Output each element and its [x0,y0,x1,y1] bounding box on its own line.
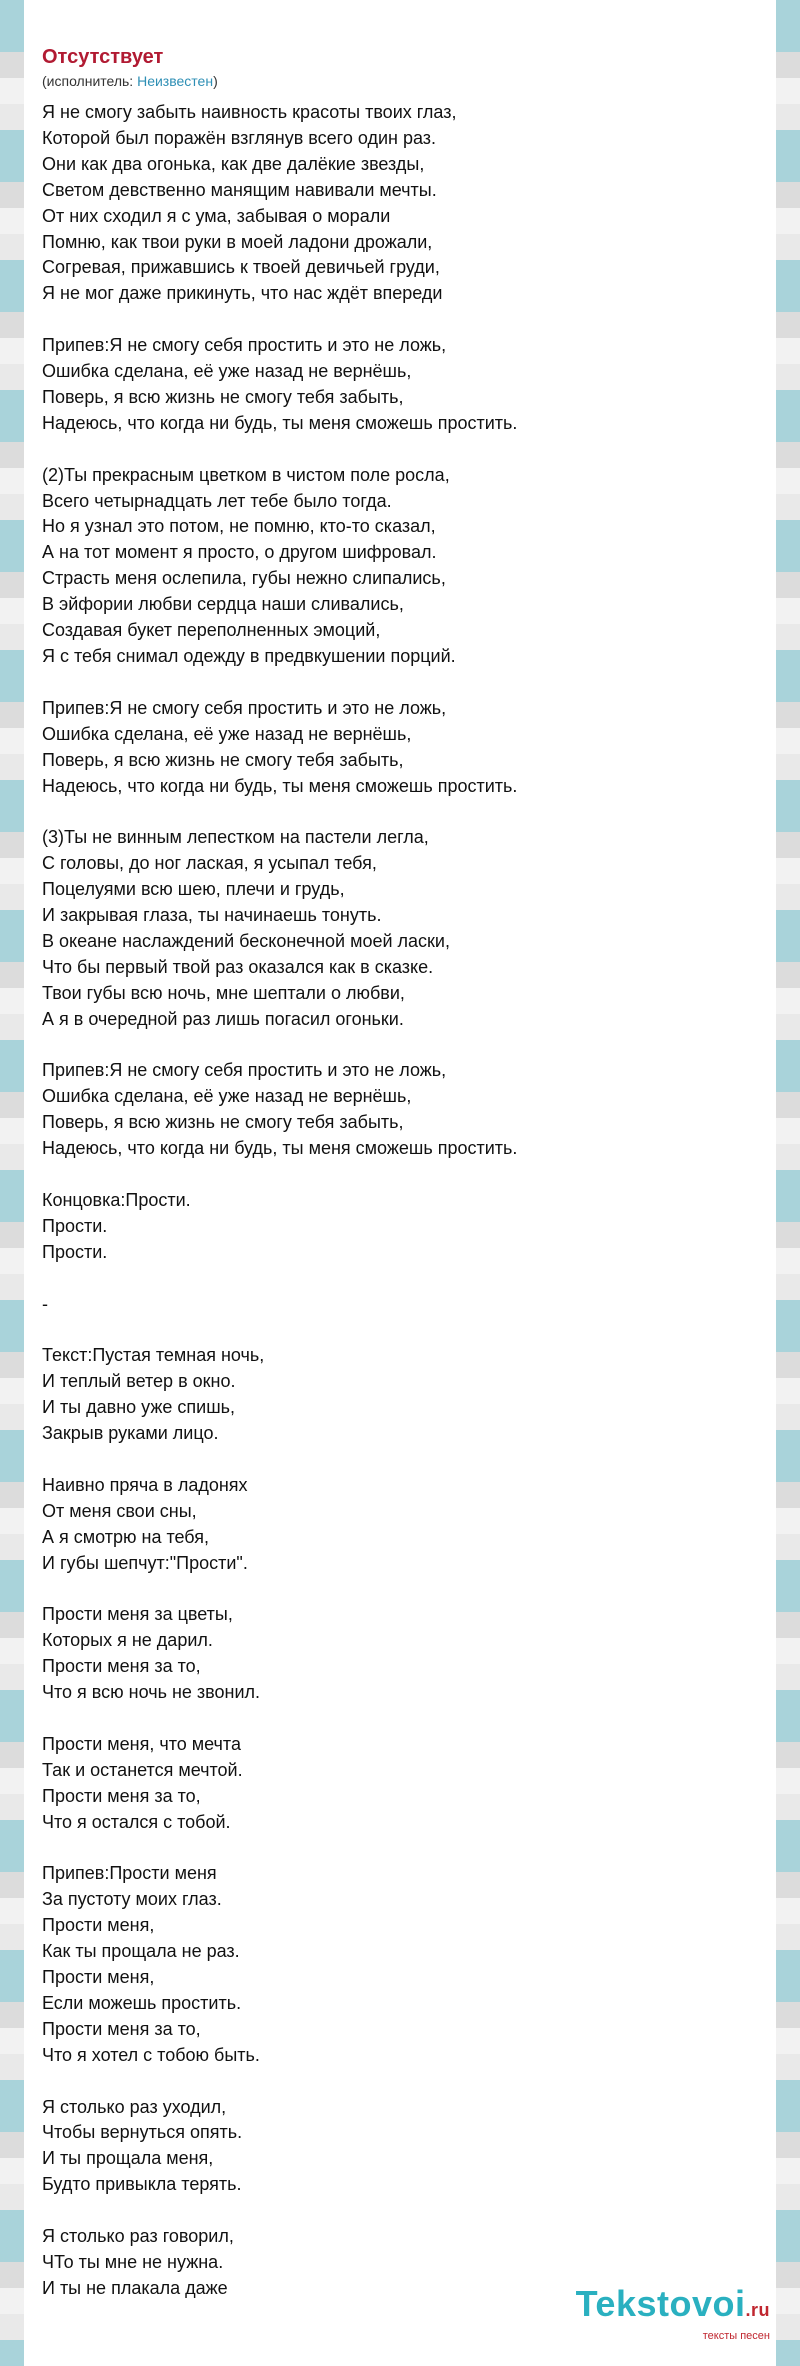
lyrics-blank-line [42,2069,756,2095]
lyrics-line: И ты прощала меня, [42,2148,214,2169]
lyrics-blank-line [42,1162,756,1188]
lyrics-line: (2)Ты прекрасным цветком в чистом поле росла, [42,464,450,485]
lyrics-line: От меня свои сны, [42,1500,197,1521]
lyrics-blank-line [42,670,756,696]
performer-link[interactable]: Неизвестен [137,73,214,89]
lyrics-line: И ты не плакала даже [42,2277,228,2298]
lyrics-blank-line [42,1317,756,1343]
lyrics-line: Ошибка сделана, её уже назад не вернёшь, [42,1086,412,1107]
lyrics-blank-line [42,307,756,333]
lyrics-line: Будто привыкла терять. [42,2174,242,2195]
lyrics-line: Поверь, я всю жизнь не смогу тебя забыть, [42,386,404,407]
lyrics-line: Я не смогу забыть наивность красоты твоих глаз, [42,102,457,122]
lyrics-line: Я с тебя снимал одежду в предвкушении порций. [42,646,456,666]
lyrics-line: Припев:Я не смогу себя простить и это не ложь, [42,335,447,356]
lyrics-line: Надеюсь, что когда ни будь, ты меня сможешь простить. [42,1138,518,1159]
lyrics-line: Текст:Пустая темная ночь, [42,1345,265,1366]
lyrics-line: Чтобы вернуться опять. [42,2122,243,2143]
lyrics-line: Концовка:Прости. [42,1189,191,1210]
lyrics-line: А на тот момент я просто, о другом шифровал. [42,542,437,563]
logo-wordmark [576,2285,770,2329]
lyrics-line: Поверь, я всю жизнь не смогу тебя забыть, [42,749,404,770]
lyrics-blank-line [42,2198,756,2224]
lyrics-line: Так и останется мечтой. [42,1759,243,1780]
lyrics-line: Я столько раз уходил, [42,2096,227,2117]
lyrics-line: Я столько раз говорил, [42,2226,234,2247]
site-logo[interactable] [576,2285,770,2342]
lyrics-line: Прости меня за то, [42,2018,201,2039]
lyrics-line: И закрывая глаза, ты начинаешь тонуть. [42,905,382,926]
lyrics-blank-line [42,1577,756,1603]
lyrics-line: Что я остался с тобой. [42,1811,231,1832]
performer-line [42,72,756,90]
lyrics-line: Которой был поражён взглянув всего один раз. [42,127,437,148]
lyrics-line: Помню, как твои руки в моей ладони дрожали, [42,231,433,252]
lyrics-line: Всего четырнадцать лет тебе было тогда. [42,490,392,511]
lyrics-line: Создавая букет переполненных эмоций, [42,620,381,641]
lyrics-line: Я не мог даже прикинуть, что нас ждёт впереди [42,283,443,304]
lyrics-line: И ты давно уже спишь, [42,1397,236,1418]
lyrics-line: Светом девственно манящим навивали мечты. [42,179,437,200]
lyrics-line: В эйфории любви сердца наши сливались, [42,594,404,615]
lyrics-line: Страсть меня ослепила, губы нежно слипались, [42,568,446,589]
lyrics-line: Припев:Прости меня [42,1863,217,1884]
lyrics-line: ЧТо ты мне не нужна. [42,2252,224,2272]
lyrics-line: И теплый ветер в окно. [42,1371,236,1392]
performer-suffix: ) [213,73,218,89]
lyrics-line: В океане наслаждений бесконечной моей ласки, [42,930,450,951]
lyrics-line: Прости меня за цветы, [42,1604,233,1625]
lyrics-line: Как ты прощала не раз. [42,1941,240,1962]
lyrics-blank-line [42,1266,756,1292]
lyrics-blank-line [42,1033,756,1059]
lyrics-line: Прости меня за то, [42,1656,201,1677]
lyrics-line: Прости меня за то, [42,1785,201,1806]
logo-tld: .ru [745,2300,770,2320]
lyrics-line: Что я хотел с тобою быть. [42,2044,260,2065]
lyrics-line: Которых я не дарил. [42,1630,213,1651]
lyrics-line: Прости меня, что мечта [42,1733,241,1754]
lyrics-card [24,0,776,2366]
logo-main-text: Tekstovoi [575,2283,746,2324]
song-title: Отсутствует [42,46,164,68]
lyrics-blank-line [42,1447,756,1473]
lyrics-line: Прости. [42,1215,108,1236]
lyrics-line: И губы шепчут:"Прости". [42,1552,248,1573]
lyrics-line: Закрыв руками лицо. [42,1423,219,1444]
lyrics-line: (3)Ты не винным лепестком на пастели легла, [42,827,429,848]
lyrics-text [42,100,756,2302]
lyrics-line: Прости меня, [42,1915,155,1936]
lyrics-blank-line [42,1706,756,1732]
lyrics-line: За пустоту моих глаз. [42,1889,222,1910]
lyrics-line: Наивно пряча в ладонях [42,1474,248,1495]
lyrics-line: Поверь, я всю жизнь не смогу тебя забыть, [42,1112,404,1133]
lyrics-line: От них сходил я с ума, забывая о морали [42,205,391,226]
lyrics-line: А я смотрю на тебя, [42,1526,209,1547]
lyrics-line: Согревая, прижавшись к твоей девичьей груди, [42,257,440,278]
lyrics-line: Припев:Я не смогу себя простить и это не ложь, [42,697,447,718]
lyrics-line: Ошибка сделана, её уже назад не вернёшь, [42,361,412,382]
lyrics-line: Прости меня, [42,1967,155,1988]
lyrics-line: Если можешь простить. [42,1992,242,2013]
lyrics-line: Поцелуями всю шею, плечи и грудь, [42,879,345,900]
lyrics-blank-line [42,437,756,463]
lyrics-line: Припев:Я не смогу себя простить и это не ложь, [42,1060,447,1081]
lyrics-line: Надеюсь, что когда ни будь, ты меня сможешь простить. [42,412,518,433]
lyrics-line: - [42,1293,48,1314]
lyrics-line: Они как два огонька, как две далёкие звезды, [42,153,425,174]
logo-tagline: тексты песен [702,2330,770,2342]
lyrics-line: Но я узнал это потом, не помню, кто-то сказал, [42,516,436,537]
lyrics-line: Что я всю ночь не звонил. [42,1682,261,1703]
lyrics-line: Твои губы всю ночь, мне шептали о любви, [42,982,405,1003]
lyrics-blank-line [42,799,756,825]
lyrics-blank-line [42,1836,756,1862]
lyrics-line: Что бы первый твой раз оказался как в сказке. [42,956,434,977]
lyrics-line: С головы, до ног лаская, я усыпал тебя, [42,853,377,874]
lyrics-line: Прости. [42,1241,108,1262]
lyrics-line: А я в очередной раз лишь погасил огоньки. [42,1008,404,1029]
lyrics-line: Надеюсь, что когда ни будь, ты меня сможешь простить. [42,775,518,796]
lyrics-line: Ошибка сделана, её уже назад не вернёшь, [42,723,412,744]
performer-prefix: (исполнитель: [42,73,138,89]
